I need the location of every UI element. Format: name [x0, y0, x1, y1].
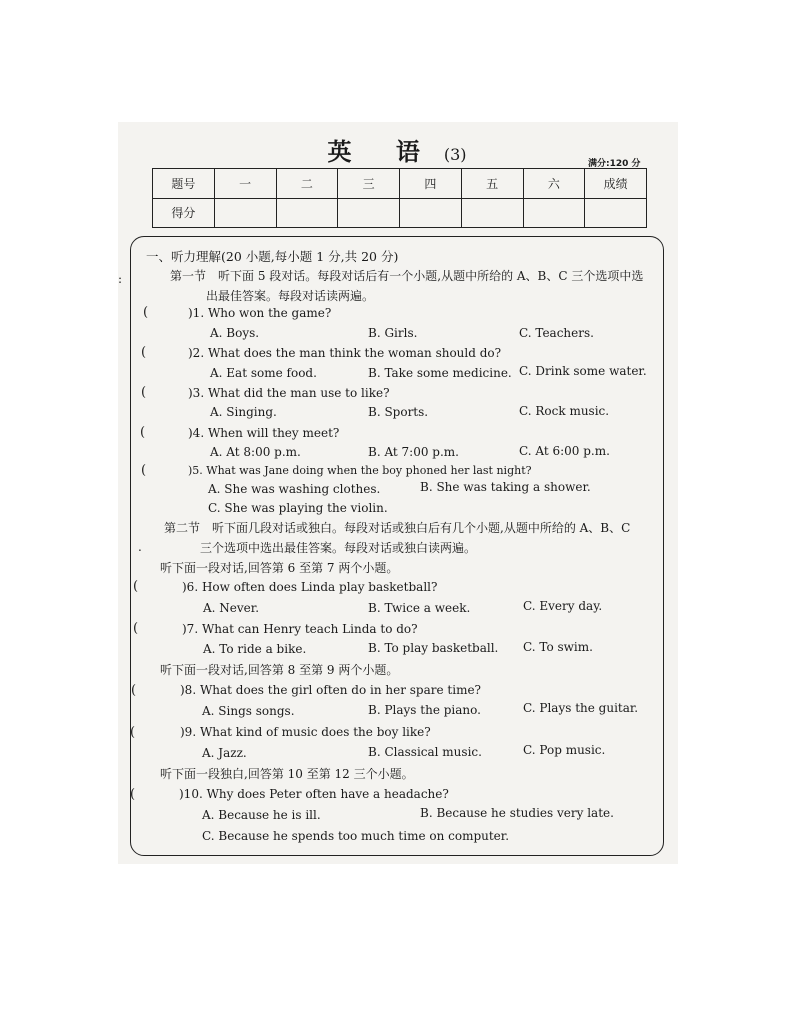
answer-paren[interactable]: ( — [141, 463, 147, 478]
score-cell: 四 — [400, 169, 462, 199]
option-c: C. Teachers. — [519, 326, 594, 340]
instruction-10-12: 听下面一段独白,回答第 10 至第 12 三个小题。 — [160, 767, 414, 781]
question-stem: )9. What kind of music does the boy like? — [180, 725, 431, 739]
score-blank-cell[interactable] — [585, 198, 647, 228]
score-table-score-row — [153, 198, 647, 228]
option-c: C. She was playing the violin. — [208, 501, 388, 515]
option-a: A. To ride a bike. — [203, 642, 307, 656]
score-blank-cell[interactable] — [338, 198, 400, 228]
answer-paren[interactable]: ( — [131, 683, 137, 698]
question-stem: )1. Who won the game? — [188, 306, 332, 320]
full-score-label: 满分:120 分 — [588, 159, 641, 169]
option-a: A. Boys. — [210, 326, 260, 340]
answer-paren[interactable]: ( — [140, 425, 146, 440]
score-blank-cell[interactable] — [400, 198, 462, 228]
page-title — [0, 132, 794, 167]
option-b: B. Take some medicine. — [368, 366, 512, 380]
score-cell: 六 — [523, 169, 585, 199]
option-c: C. Pop music. — [523, 743, 606, 757]
option-c: C. Rock music. — [519, 404, 610, 418]
question-stem: )6. How often does Linda play basketball? — [182, 580, 438, 594]
option-b: B. Girls. — [368, 326, 418, 340]
answer-paren[interactable]: ( — [133, 621, 139, 636]
option-b: B. To play basketball. — [368, 641, 499, 655]
instruction-8-9: 听下面一段对话,回答第 8 至第 9 两个小题。 — [160, 663, 399, 677]
option-b: B. Because he studies very late. — [420, 806, 614, 820]
option-a: A. Because he is ill. — [202, 808, 321, 822]
option-c: C. Drink some water. — [519, 364, 647, 378]
answer-paren[interactable]: ( — [143, 305, 149, 320]
option-a: A. At 8:00 p.m. — [210, 445, 301, 459]
question-stem: )4. When will they meet? — [188, 426, 340, 440]
score-cell: 一 — [214, 169, 276, 199]
option-a: A. Sings songs. — [202, 704, 295, 718]
option-a: A. Eat some food. — [210, 366, 317, 380]
score-cell: 三 — [338, 169, 400, 199]
option-c: C. Plays the guitar. — [523, 701, 639, 715]
score-cell: 二 — [276, 169, 338, 199]
section2-instructions: 第二节 听下面几段对话或独白。每段对话或独白后有几个小题,从题中所给的 A、B、C — [164, 521, 631, 535]
answer-paren[interactable]: ( — [130, 787, 136, 802]
option-c: C. Every day. — [523, 599, 603, 613]
section1-instructions: 第一节 听下面 5 段对话。每段对话后有一个小题,从题中所给的 A、B、C 三个选项中选 — [170, 269, 644, 283]
score-cell: 得分 — [153, 198, 215, 228]
answer-paren[interactable]: ( — [133, 579, 139, 594]
score-table-header-row — [153, 169, 647, 199]
instruction-6-7: 听下面一段对话,回答第 6 至第 7 两个小题。 — [160, 561, 399, 575]
option-b: B. Classical music. — [368, 745, 482, 759]
question-stem: )5. What was Jane doing when the boy phoned her last night? — [188, 464, 532, 477]
score-cell: 题号 — [153, 169, 215, 199]
title-text: 英 语 — [327, 137, 438, 166]
section2-instructions-cont: 三个选项中选出最佳答案。每段对话或独白读两遍。 — [200, 541, 477, 555]
question-stem: )10. Why does Peter often have a headache? — [179, 787, 449, 801]
option-c: C. Because he spends too much time on computer. — [202, 829, 510, 843]
score-cell: 五 — [461, 169, 523, 199]
option-b: B. Twice a week. — [368, 601, 471, 615]
option-a: A. Never. — [203, 601, 260, 615]
question-stem: )3. What did the man use to like? — [188, 386, 390, 400]
question-stem: )2. What does the man think the woman should do? — [188, 346, 502, 360]
score-cell: 成绩 — [585, 169, 647, 199]
option-a: A. Jazz. — [202, 746, 247, 760]
option-c: C. To swim. — [523, 640, 593, 654]
score-blank-cell[interactable] — [214, 198, 276, 228]
option-a: A. Singing. — [210, 405, 277, 419]
score-table — [152, 168, 647, 228]
option-b: B. At 7:00 p.m. — [368, 445, 459, 459]
option-b: B. She was taking a shower. — [420, 480, 591, 494]
margin-mark: : — [118, 272, 123, 286]
score-blank-cell[interactable] — [276, 198, 338, 228]
option-b: B. Plays the piano. — [368, 703, 481, 717]
part1-heading: 一、听力理解(20 小题,每小题 1 分,共 20 分) — [146, 249, 399, 264]
section1-instructions-cont: 出最佳答案。每段对话读两遍。 — [206, 289, 375, 303]
answer-paren[interactable]: ( — [141, 385, 147, 400]
margin-mark: . — [138, 540, 142, 554]
option-c: C. At 6:00 p.m. — [519, 444, 610, 458]
answer-paren[interactable]: ( — [141, 345, 147, 360]
question-stem: )8. What does the girl often do in her spare time? — [180, 683, 481, 697]
answer-paren[interactable]: ( — [130, 725, 136, 740]
score-blank-cell[interactable] — [523, 198, 585, 228]
option-b: B. Sports. — [368, 405, 429, 419]
question-stem: )7. What can Henry teach Linda to do? — [182, 622, 418, 636]
option-a: A. She was washing clothes. — [208, 482, 381, 496]
score-blank-cell[interactable] — [461, 198, 523, 228]
title-volume: (3) — [443, 145, 467, 164]
